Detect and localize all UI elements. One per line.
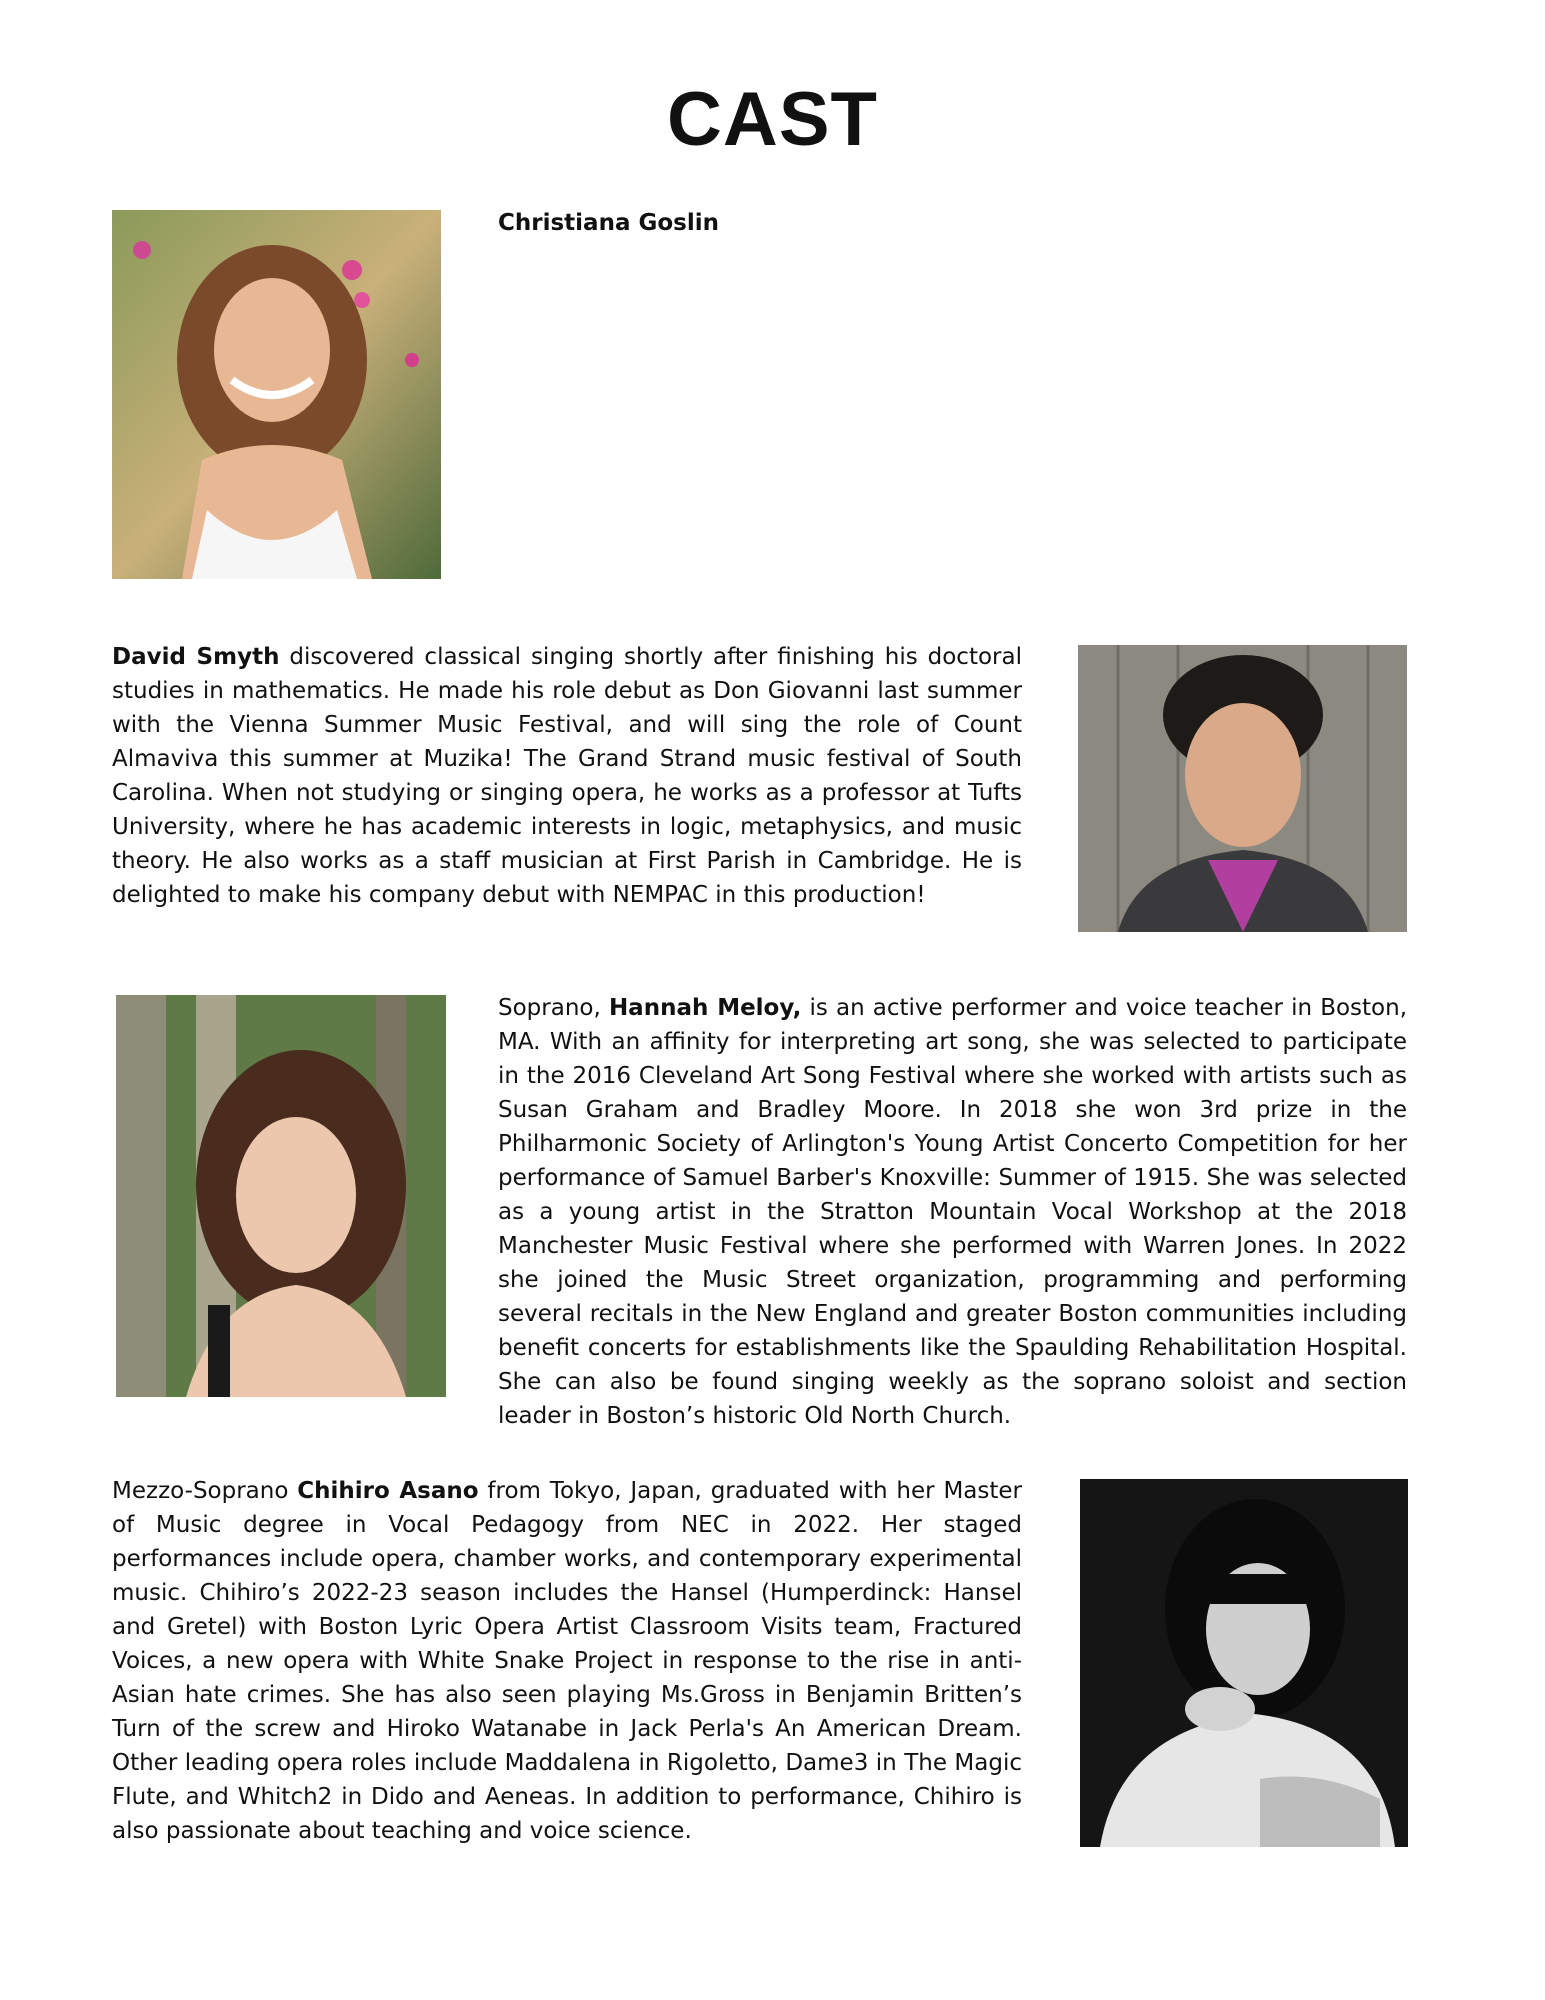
headshot-chihiro-asano [1080,1479,1408,1847]
cast-name-christiana-goslin: Christiana Goslin [498,210,719,236]
page-title: CAST [667,77,878,162]
headshot-christiana-goslin [112,210,441,579]
cast-name-chihiro-asano: Chihiro Asano [297,1478,479,1504]
bio-chihiro-asano [112,1474,1022,1848]
bio-text-david-smyth: discovered classical singing shortly after finishing his doctoral studies in mathematics. He made his role debut as Don Giovanni last summer with the Vienna Summer Music Festival, and will sing the role of Count Almaviva this summer at Muzika! The Grand Strand music festival of South Carolina. When not studying or singing opera, he works as a professor at Tufts University, where he has academic interests in logic, metaphysics, and music theory. He also works as a staff musician at First Parish in Cambridge. He is delighted to make his company debut with NEMPAC in this production! [112,644,1022,908]
bio-intro-chihiro-asano: Mezzo-Soprano [112,1478,298,1504]
bio-text-hannah-meloy: is an active performer and voice teacher in Boston, MA. With an affinity for interpreting art song, she was selected to participate in the 2016 Cleveland Art Song Festival where she worked with artists such as Susan Graham and Bradley Moore. In 2018 she won 3rd prize in the Philharmonic Society of Arlington's Young Artist Concerto Competition for her performance of Samuel Barber's Knoxville: Summer of 1915. She was selected as a young artist in the Stratton Mountain Vocal Workshop at the 2018 Manchester Music Festival where she performed with Warren Jones. In 2022 she joined the Music Street organization, programming and performing several recitals in the New England and greater Boston communities including benefit concerts for establishments like the Spaulding Rehabilitation Hospital. She can also be found singing weekly as the soprano soloist and section leader in Boston’s historic Old North Church. [498,995,1408,1429]
bio-hannah-meloy [498,991,1407,1433]
bio-intro-hannah-meloy: Soprano, [498,995,609,1021]
headshot-hannah-meloy [116,995,446,1397]
cast-name-hannah-meloy: Hannah Meloy, [608,995,802,1021]
cast-name-david-smyth: David Smyth [112,644,280,670]
bio-text-chihiro-asano: from Tokyo, Japan, graduated with her Master of Music degree in Vocal Pedagogy from NEC in 2022. Her staged performances include opera, chamber works, and contemporary experimental music. Chihiro’s 2022-23 season includes the Hansel (Humperdinck: Hansel and Gretel) with Boston Lyric Opera Artist Classroom Visits team, Fractured Voices, a new opera with White Snake Project in response to the rise in anti-Asian hate crimes. She has also seen playing Ms.Gross in Benjamin Britten’s Turn of the screw and Hiroko Watanabe in Jack Perla's An American Dream. Other leading opera roles include Maddalena in Rigoletto, Dame3 in The Magic Flute, and Whitch2 in Dido and Aeneas. In addition to performance, Chihiro is also passionate about teaching and voice science. [112,1478,1022,1844]
headshot-david-smyth [1078,645,1407,932]
bio-david-smyth [112,640,1022,912]
